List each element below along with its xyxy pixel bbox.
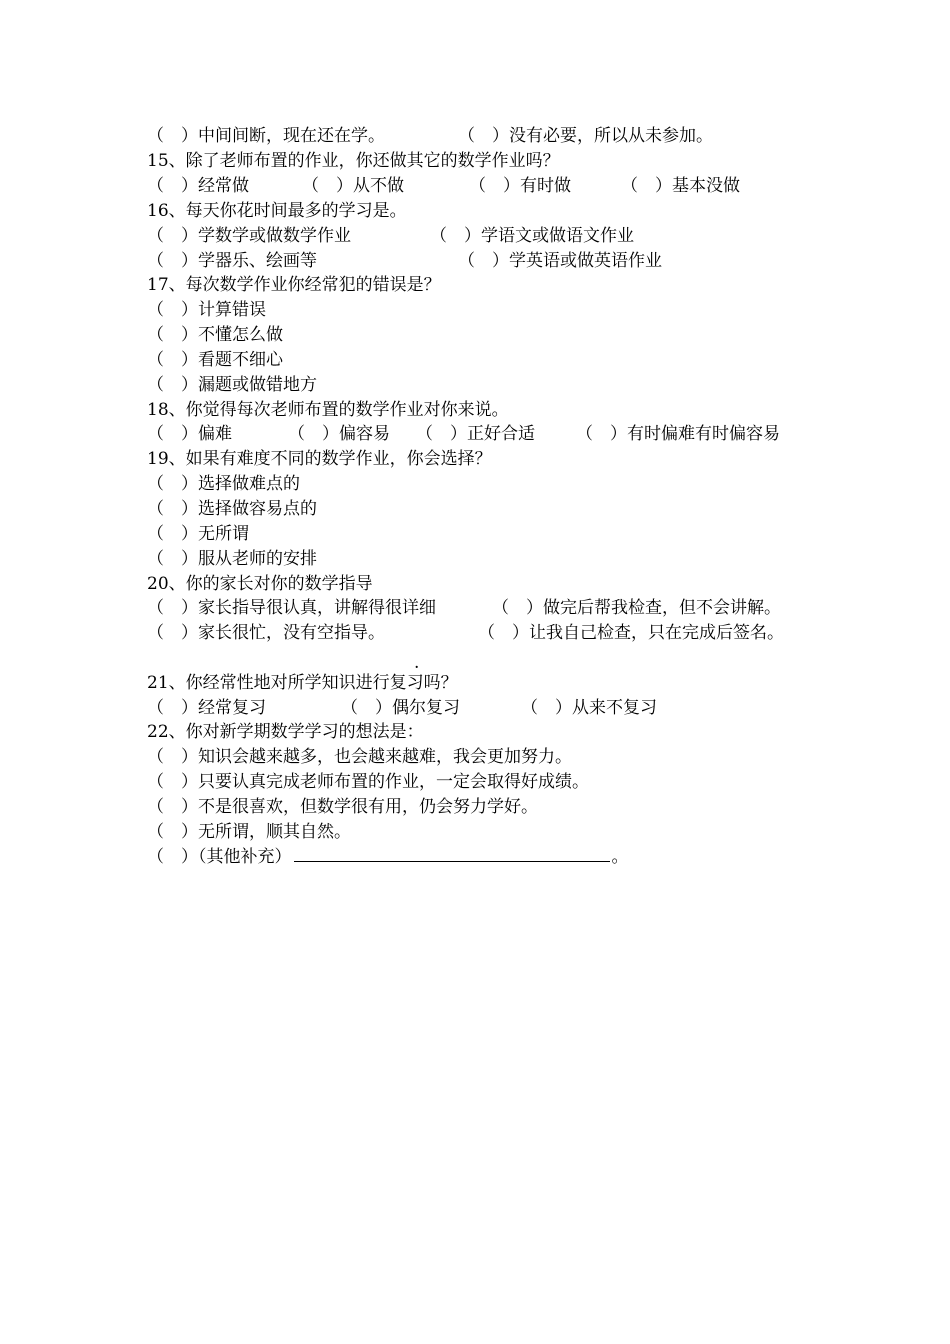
option-text: （ ）偶尔复习 (341, 698, 460, 718)
option-text: （ ）偏难 (147, 424, 232, 444)
option-text: （ ）中间间断，现在还在学。 (147, 126, 385, 146)
option-text: （ ）从不做 (302, 176, 404, 196)
option-text: （ ）做完后帮我检查，但不会讲解。 (492, 598, 781, 618)
option-text: （ ）经常复习 (147, 698, 266, 718)
other-option (147, 845, 629, 870)
option-text: （ ）学语文或做语文作业 (430, 226, 634, 246)
question-text: 15、除了老师布置的作业，你还做其它的数学作业吗？ (147, 151, 560, 171)
option-text: （ ）偏容易 (288, 424, 390, 444)
option-text: （ ）经常做 (147, 176, 249, 196)
option-text: （ ）漏题或做错地方 (147, 375, 317, 395)
option-text: （ ）让我自己检查，只在完成后签名。 (478, 623, 784, 643)
question-text: 22、你对新学期数学学习的想法是： (147, 722, 424, 742)
option-text: （ ）学数学或做数学作业 (147, 226, 351, 246)
option-text: （ ）学器乐、绘画等 (147, 251, 317, 271)
option-text: （ ）基本没做 (621, 176, 740, 196)
option-text: （ ）学英语或做英语作业 (458, 251, 662, 271)
question-text: 17、每次数学作业你经常犯的错误是？ (147, 275, 441, 295)
option-text: （ ）无所谓 (147, 524, 249, 544)
sentence-end: 。 (611, 847, 629, 867)
fill-in-blank[interactable] (294, 845, 610, 862)
option-text: （ ）有时做 (469, 176, 571, 196)
option-text: （ ）（其他补充） (147, 847, 292, 867)
question-text: 18、你觉得每次老师布置的数学作业对你来说。 (147, 400, 509, 420)
stray-mark: . (414, 653, 420, 673)
question-text: 21、你经常性地对所学知识进行复习吗？ (147, 673, 458, 693)
option-text: （ ）有时偏难有时偏容易 (576, 424, 780, 444)
option-text: （ ）计算错误 (147, 300, 266, 320)
option-text: （ ）无所谓，顺其自然。 (147, 822, 351, 842)
option-text: （ ）从来不复习 (521, 698, 657, 718)
option-text: （ ）只要认真完成老师布置的作业，一定会取得好成绩。 (147, 772, 589, 792)
option-text: （ ）服从老师的安排 (147, 549, 317, 569)
option-text: （ ）选择做难点的 (147, 474, 300, 494)
option-text: （ ）家长很忙，没有空指导。 (147, 623, 385, 643)
option-text: （ ）家长指导很认真，讲解得很详细 (147, 598, 436, 618)
question-text: 16、每天你花时间最多的学习是。 (147, 201, 407, 221)
option-text: （ ）看题不细心 (147, 350, 283, 370)
option-text: （ ）知识会越来越多，也会越来越难，我会更加努力。 (147, 747, 572, 767)
option-text: （ ）没有必要，所以从未参加。 (458, 126, 713, 146)
option-text: （ ）不是很喜欢，但数学很有用，仍会努力学好。 (147, 797, 538, 817)
option-text: （ ）正好合适 (416, 424, 535, 444)
question-text: 19、如果有难度不同的数学作业，你会选择？ (147, 449, 492, 469)
option-text: （ ）不懂怎么做 (147, 325, 283, 345)
question-text: 20、你的家长对你的数学指导 (147, 574, 373, 594)
option-text: （ ）选择做容易点的 (147, 499, 317, 519)
